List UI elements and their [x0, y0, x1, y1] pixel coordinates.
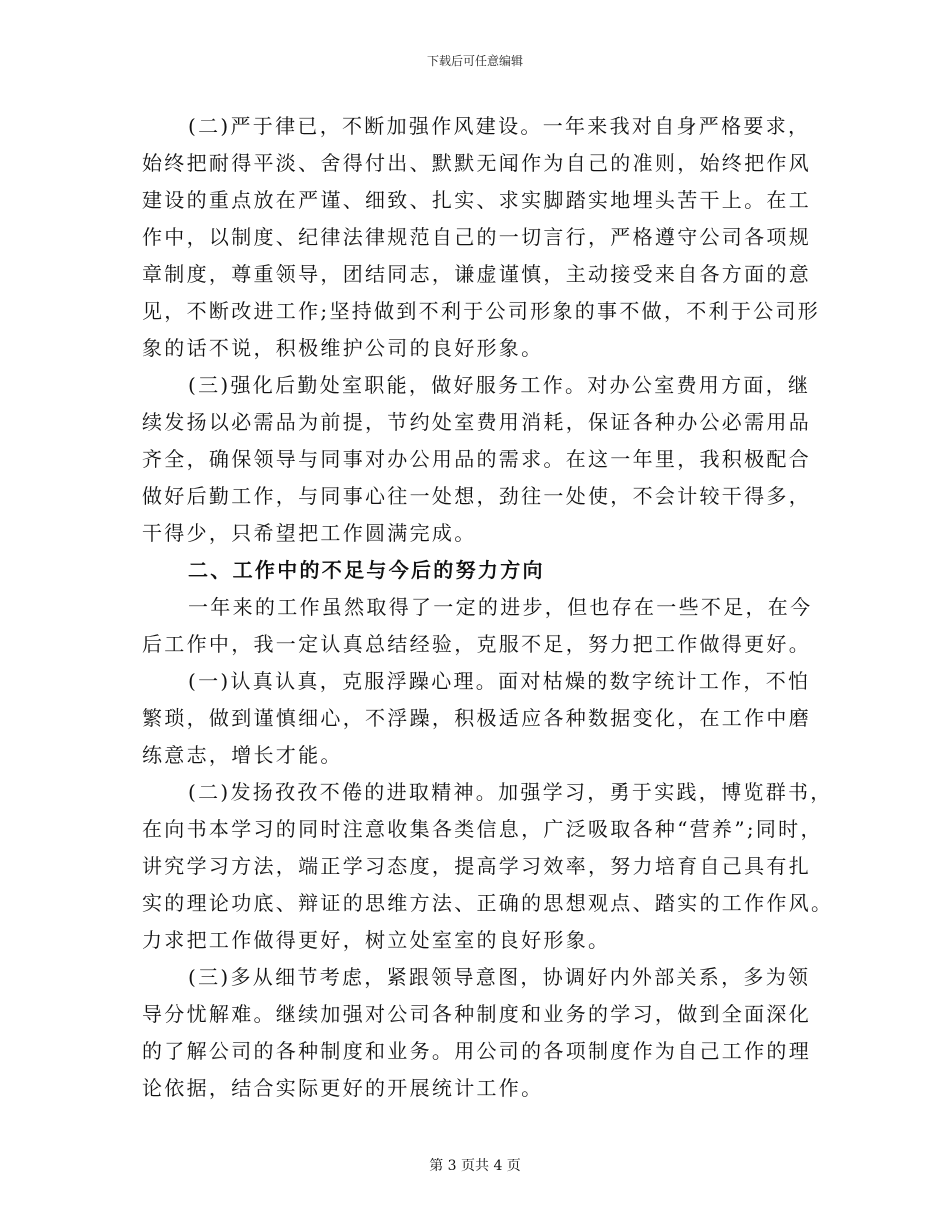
page-header-note: 下载后可任意编辑	[426, 54, 523, 68]
paragraph-line: 齐全，确保领导与同事对办公用品的需求。在这一年里，我积极配合	[142, 447, 811, 471]
paragraph-line: 后工作中，我一定认真总结经验，克服不足，努力把工作做得更好。	[142, 632, 811, 656]
paragraph-line: (三)多从细节考虑，紧跟领导意图，协调好内外部关系，多为领	[188, 965, 811, 989]
paragraph-line: 始终把耐得平淡、舍得付出、默默无闻作为自己的准则，始终把作风	[142, 151, 811, 175]
paragraph-line: (二)严于律已，不断加强作风建设。一年来我对自身严格要求，	[188, 114, 811, 138]
document-body	[142, 108, 834, 1107]
paragraph-line: 建设的重点放在严谨、细致、扎实、求实脚踏实地埋头苦干上。在工	[142, 188, 811, 212]
paragraph-line: 导分忧解难。继续加强对公司各种制度和业务的学习，做到全面深化	[142, 1002, 811, 1026]
paragraph-line: 练意志，增长才能。	[142, 743, 343, 767]
paragraph-line: 的了解公司的各种制度和业务。用公司的各项制度作为自己工作的理	[142, 1039, 811, 1063]
paragraph-line: 实的理论功底、辩证的思维方法、正确的思想观点、踏实的工作作风。	[142, 891, 834, 915]
paragraph-line: 见，不断改进工作;坚持做到不利于公司形象的事不做，不利于公司形	[142, 299, 821, 323]
paragraph-line: 繁琐，做到谨慎细心，不浮躁，积极适应各种数据变化，在工作中磨	[142, 706, 811, 730]
paragraph-line: (一)认真认真，克服浮躁心理。面对枯燥的数字统计工作，不怕	[188, 669, 811, 693]
paragraph-line: 做好后勤工作，与同事心往一处想，劲往一处使，不会计较干得多，	[142, 484, 811, 508]
paragraph-line: (二)发扬孜孜不倦的进取精神。加强学习，勇于实践，博览群书，	[188, 780, 833, 804]
paragraph-line: 力求把工作做得更好，树立处室室的良好形象。	[142, 928, 611, 952]
section-heading: 二、工作中的不足与今后的努力方向	[188, 558, 545, 582]
page-number: 第 3 页共 4 页	[429, 1158, 521, 1174]
paragraph-line: 章制度，尊重领导，团结同志，谦虚谨慎，主动接受来自各方面的意	[142, 262, 811, 286]
paragraph-line: 干得少，只希望把工作圆满完成。	[142, 521, 477, 545]
paragraph-line: 讲究学习方法，端正学习态度，提高学习效率，努力培育自己具有扎	[142, 854, 811, 878]
paragraph-line: 一年来的工作虽然取得了一定的进步，但也存在一些不足，在今	[188, 595, 813, 619]
paragraph-line: 续发扬以必需品为前提，节约处室费用消耗，保证各种办公必需用品	[142, 410, 811, 434]
paragraph-line: 作中，以制度、纪律法律规范自己的一切言行，严格遵守公司各项规	[142, 225, 811, 249]
paragraph-line: 论依据，结合实际更好的开展统计工作。	[142, 1076, 544, 1100]
paragraph-line: (三)强化后勤处室职能，做好服务工作。对办公室费用方面，继	[188, 373, 811, 397]
paragraph-line: 在向书本学习的同时注意收集各类信息，广泛吸取各种“营养”;同时，	[142, 817, 823, 841]
paragraph-line: 象的话不说，积极维护公司的良好形象。	[142, 336, 544, 360]
